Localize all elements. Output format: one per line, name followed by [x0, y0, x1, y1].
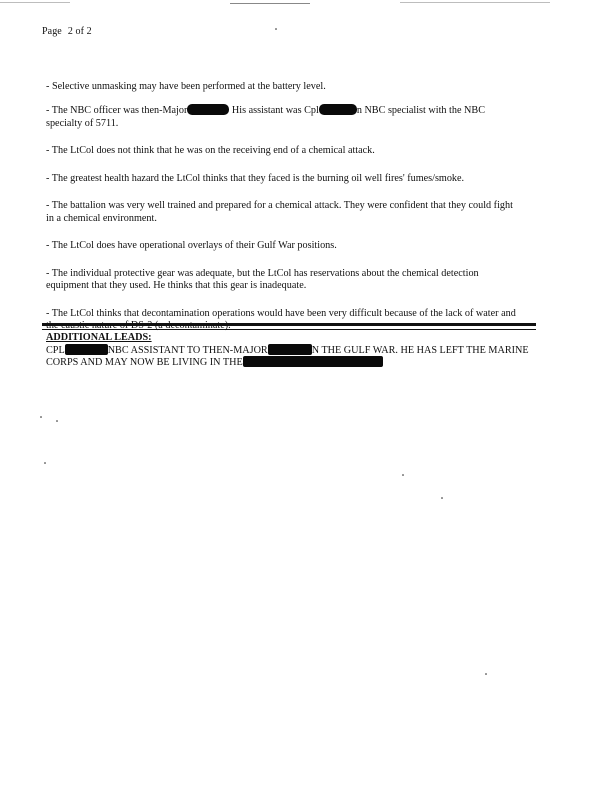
- redaction-box: [268, 344, 312, 355]
- note-item: - The NBC officer was then-Major His assistant was Cpl n NBC specialist with the NBC specialty of 5711.: [46, 105, 486, 129]
- scan-speck: [40, 416, 42, 418]
- note-item: - The greatest health hazard the LtCol thinks that they faced is the burning oil well fires' fumes/smoke.: [46, 172, 465, 184]
- note-item: - The individual protective gear was adequate, but the LtCol has reservations about the chemical detection equipment that they used. He thinks that this gear is inadequate.: [46, 267, 479, 291]
- scan-speck: [275, 28, 277, 30]
- note-item: - The LtCol does not think that he was on the receiving end of a chemical attack.: [46, 145, 375, 156]
- redaction-box: [243, 356, 383, 367]
- page-header: [42, 26, 92, 37]
- leads-text: CPL NBC ASSISTANT TO THEN-MAJOR N THE GULF WAR. HE HAS LEFT THE MARINE CORPS AND MAY NOW BE LIVING IN THE: [46, 344, 529, 368]
- interview-notes: [46, 81, 516, 348]
- scan-speck: [441, 497, 443, 499]
- redaction-box: [187, 104, 229, 115]
- scan-speck: [56, 420, 58, 422]
- page-number: 2 of 2: [67, 26, 92, 37]
- redaction-box: [65, 344, 108, 355]
- note-item: - The battalion was very well trained and prepared for a chemical attack. They were confident that they could fight in a chemical environment.: [46, 200, 513, 224]
- page-label: Page: [42, 26, 62, 37]
- scan-edge-line: [230, 3, 310, 4]
- note-item: - The LtCol does have operational overlays of their Gulf War positions.: [46, 240, 337, 251]
- scan-edge-line: [0, 2, 70, 3]
- scan-speck: [402, 474, 404, 476]
- section-divider: [42, 323, 536, 326]
- redaction-box: [319, 104, 357, 115]
- scan-speck: [44, 462, 46, 464]
- section-divider: [42, 329, 536, 330]
- leads-heading: ADDITIONAL LEADS:: [46, 332, 152, 343]
- additional-leads: [46, 332, 541, 369]
- scan-edge-line: [400, 2, 550, 3]
- note-item: - The LtCol thinks that decontamination operations would have been very difficult because of the lack of water and: [46, 307, 516, 319]
- note-item: - Selective unmasking may have been performed at the battery level.: [46, 81, 326, 92]
- scan-speck: [485, 673, 487, 675]
